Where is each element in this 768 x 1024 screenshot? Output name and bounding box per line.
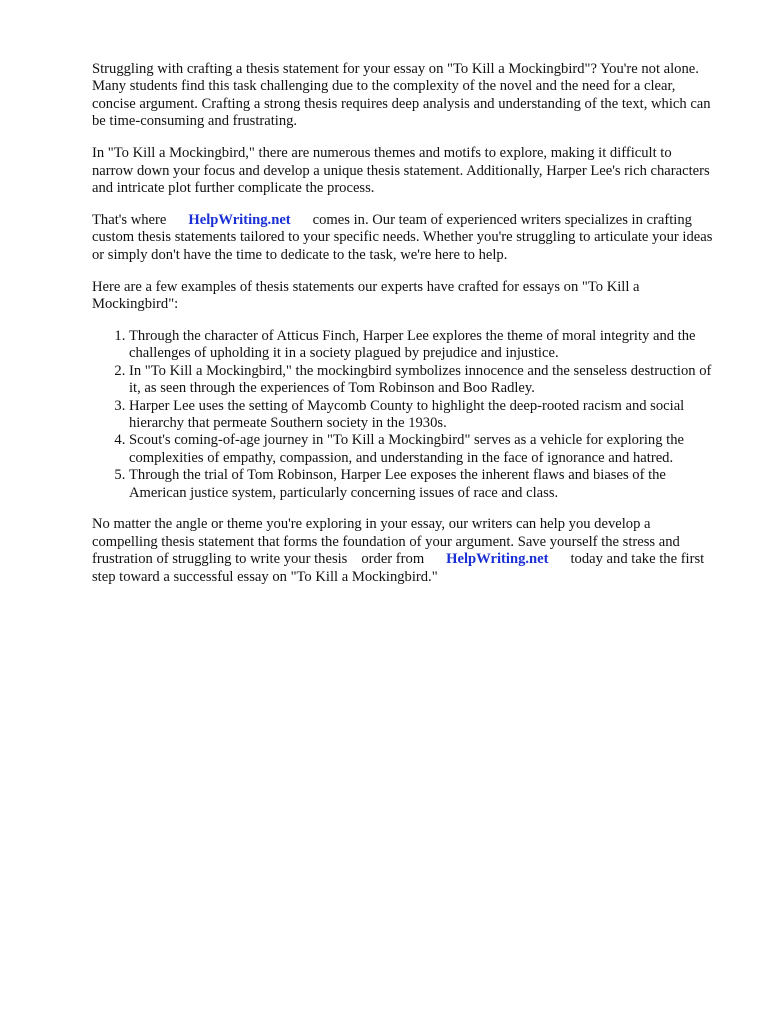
promo-text-after: comes in. Our team of experienced writers specializes in crafting custom thesis statements tailored to your specific needs. Whether you're struggling to articulate your ideas or simply don't have the time to dedicate to the task, we're here to help. [92, 211, 713, 263]
promo-paragraph [92, 212, 714, 264]
intro-paragraph-2: In "To Kill a Mockingbird," there are numerous themes and motifs to explore, making it difficult to narrow down your focus and develop a unique thesis statement. Additionally, Harper Lee's rich characters and intricate plot further complicate the process. [92, 145, 710, 196]
examples-intro-paragraph: Here are a few examples of thesis statements our experts have crafted for essays on "To Kill a Mockingbird": [92, 278, 640, 312]
list-item: 5. Through the trial of Tom Robinson, Harper Lee exposes the inherent flaws and biases of the American justice system, particularly concerning issues of race and class. [129, 467, 714, 502]
thesis-examples-list [92, 328, 714, 502]
closing-paragraph [92, 516, 714, 586]
helpwriting-link-closing[interactable]: HelpWriting.net [446, 551, 549, 568]
intro-paragraph-1: Struggling with crafting a thesis statement for your essay on "To Kill a Mockingbird"? You're not alone. Many students find this task challenging due to the complexity of the novel and the need for a clear, concise argument. Crafting a strong thesis requires deep analysis and understanding of the text, which can be time-consuming and frustrating. [92, 61, 711, 130]
list-item: 3. Harper Lee uses the setting of Maycomb County to highlight the deep-rooted racism and social hierarchy that permeate Southern society in the 1930s. [129, 398, 714, 433]
list-item: 4. Scout's coming-of-age journey in "To Kill a Mockingbird" serves as a vehicle for exploring the complexities of empathy, compassion, and understanding in the face of ignorance and hatred. [129, 432, 714, 467]
list-item: 1. Through the character of Atticus Finch, Harper Lee explores the theme of moral integrity and the challenges of upholding it in a society plagued by prejudice and injustice. [129, 328, 714, 363]
promo-text-before: That's where [92, 211, 167, 228]
closing-text-after: today and take the first step toward a successful essay on "To Kill a Mockingbird." [92, 551, 705, 585]
closing-text-before: No matter the angle or theme you're exploring in your essay, our writers can help you develop a compelling thesis statement that forms the foundation of your argument. Save yourself the stress and frustration of struggling to write your thesis [92, 516, 680, 568]
document-body [92, 61, 714, 601]
helpwriting-link-promo[interactable]: HelpWriting.net [188, 211, 291, 228]
list-item: 2. In "To Kill a Mockingbird," the mockingbird symbolizes innocence and the senseless destruction of it, as seen through the experiences of Tom Robinson and Boo Radley. [129, 363, 714, 398]
closing-text-mid: order from [361, 551, 425, 568]
